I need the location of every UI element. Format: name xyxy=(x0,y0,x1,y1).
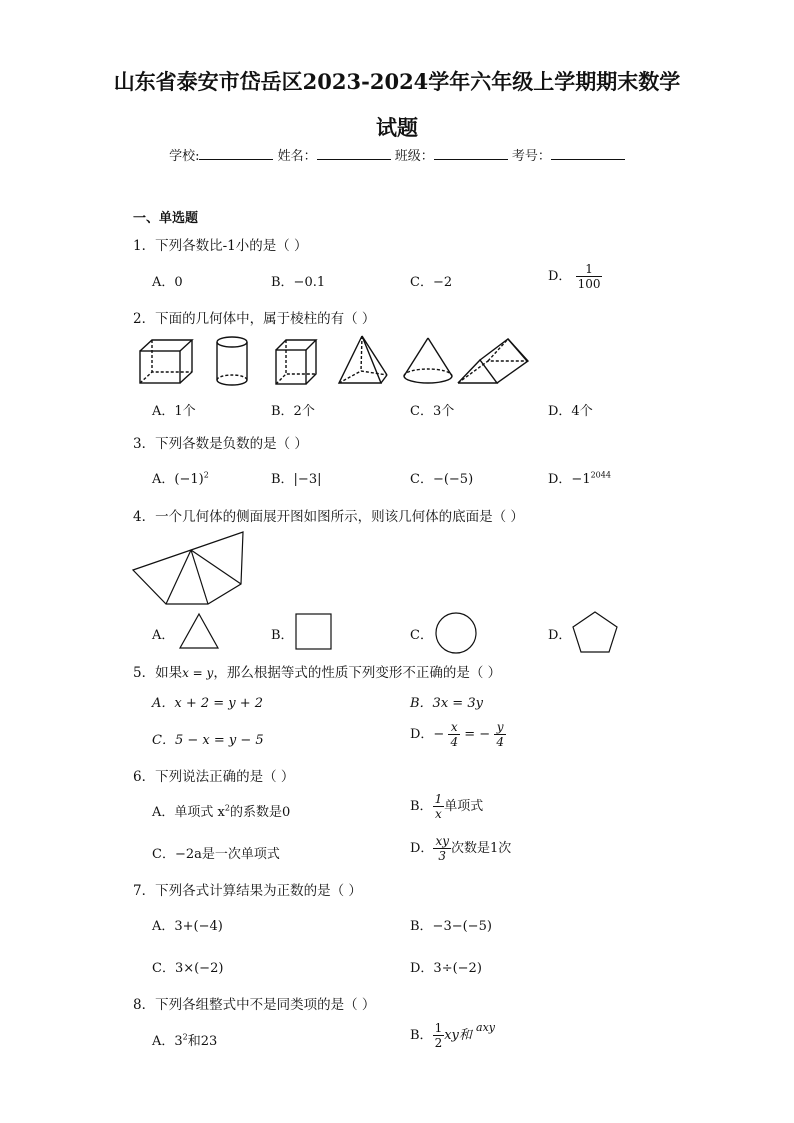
question-3-stem: 3．下列各数是负数的是（ ） xyxy=(133,436,308,452)
q1-d-numerator: 1 xyxy=(576,262,603,277)
q5-option-a[interactable]: A．x + 2 = y + 2 xyxy=(152,696,264,711)
q2-option-b[interactable]: B．2个 xyxy=(271,404,315,419)
q5-stem-math: x = y xyxy=(182,666,214,680)
q4-option-c[interactable] xyxy=(410,624,433,643)
q8-b-post: xy和 xyxy=(444,1028,472,1043)
q7-option-b[interactable]: B．−3−(−5) xyxy=(410,919,492,934)
name-label: 姓名： xyxy=(277,149,317,164)
q6-d-fraction xyxy=(433,834,451,863)
q8-b-tail: axy xyxy=(476,1021,496,1034)
pyramid-icon xyxy=(339,336,387,383)
q5-d-num1: x xyxy=(448,720,460,735)
q7-option-d[interactable]: D．3÷(−2) xyxy=(410,961,482,976)
q6-b-post: 单项式 xyxy=(444,799,484,814)
school-blank[interactable] xyxy=(199,147,273,160)
q6-b-pre: B． xyxy=(410,799,433,814)
q5-option-c[interactable]: C．5 − x = y − 5 xyxy=(152,733,264,748)
q4-d-label: D． xyxy=(548,628,572,643)
q8-option-a[interactable] xyxy=(152,1030,217,1049)
q4-net-figure xyxy=(133,532,248,607)
q5-d-den1: 4 xyxy=(450,735,459,749)
q3-option-c[interactable]: C．−(−5) xyxy=(410,472,474,487)
q7-option-c[interactable]: C．3×(−2) xyxy=(152,961,224,976)
q1-option-c[interactable]: C．−2 xyxy=(410,275,453,290)
q5-d-fraction-x xyxy=(448,720,460,749)
q7-option-a[interactable]: A．3+(−4) xyxy=(152,919,223,934)
q6-b-den: x xyxy=(434,807,442,821)
q6-a-post: 的系数是0 xyxy=(229,805,291,820)
q3-a-text: A．(−1) xyxy=(152,472,204,487)
q1-option-b[interactable]: B．−0.1 xyxy=(271,275,326,290)
exam-number-label: 考号： xyxy=(511,149,551,164)
question-7-stem: 7．下列各式计算结果为正数的是（ ） xyxy=(133,883,362,899)
q4-option-d[interactable] xyxy=(548,624,571,643)
question-6-stem: 6．下列说法正确的是（ ） xyxy=(133,769,295,785)
q3-a-exponent: 2 xyxy=(203,470,209,480)
q4-a-label: A． xyxy=(152,628,175,643)
paper-title-line2: 试题 xyxy=(376,115,418,140)
q8-a-exponent: 2 xyxy=(182,1032,188,1042)
q2-solids-figure xyxy=(135,333,535,393)
q6-option-a[interactable] xyxy=(152,801,290,820)
class-label: 班级： xyxy=(394,149,434,164)
q5-stem-pre: 5．如果 xyxy=(133,665,183,681)
q5-d-pre: D．− xyxy=(410,727,445,742)
q8-a-text: A．3 xyxy=(152,1034,183,1049)
q6-option-b[interactable] xyxy=(410,792,483,821)
question-8-stem: 8．下列各组整式中不是同类项的是（ ） xyxy=(133,997,376,1013)
q1-d-denominator: 100 xyxy=(577,277,601,291)
paper-title-line1: 山东省泰安市岱岳区2023-2024学年六年级上学期期末数学 xyxy=(113,69,681,94)
q6-b-num: 1 xyxy=(434,792,443,806)
q8-option-b[interactable] xyxy=(410,1021,495,1050)
q6-a-exponent: 2 xyxy=(224,803,230,813)
q8-a-post: 和23 xyxy=(187,1034,218,1049)
triangle-icon xyxy=(178,612,220,650)
square-icon xyxy=(295,613,333,651)
school-label: 学校: xyxy=(169,149,200,164)
q5-d-mid: = − xyxy=(464,727,491,742)
q6-d-post: 次数是1次 xyxy=(450,841,512,856)
q3-option-d[interactable] xyxy=(548,468,611,487)
section-heading: 一、单选题 xyxy=(133,211,199,226)
q6-option-c[interactable]: C．−2a是一次单项式 xyxy=(152,847,280,862)
question-2-stem: 2．下面的几何体中，属于棱柱的有（ ） xyxy=(133,311,376,327)
circle-icon xyxy=(434,611,478,655)
q4-option-a[interactable] xyxy=(152,624,174,643)
cylinder-icon xyxy=(217,337,247,385)
pentagon-icon xyxy=(571,610,619,654)
student-info-row xyxy=(0,145,794,164)
q6-d-pre: D． xyxy=(410,841,434,856)
name-blank[interactable] xyxy=(317,147,391,160)
exam-number-blank[interactable] xyxy=(551,147,625,160)
q6-b-fraction xyxy=(433,792,445,821)
q5-d-num2: y xyxy=(494,720,506,735)
q5-d-den2: 4 xyxy=(496,735,504,749)
q4-option-b[interactable] xyxy=(271,624,294,643)
question-1-stem: 1．下列各数比-1小的是（ ） xyxy=(133,238,308,254)
class-blank[interactable] xyxy=(434,147,508,160)
q3-option-b[interactable]: B．|−3| xyxy=(271,472,322,487)
q5-option-d[interactable] xyxy=(410,720,506,749)
q2-option-d[interactable]: D．4个 xyxy=(548,404,593,419)
q8-b-fraction xyxy=(433,1021,445,1050)
q1-option-a[interactable]: A．0 xyxy=(152,275,183,290)
q5-d-fraction-y xyxy=(494,720,506,749)
q1-option-d[interactable] xyxy=(548,262,602,291)
q5-stem-post: ，那么根据等式的性质下列变形不正确的是（ ） xyxy=(213,665,502,681)
triangular-prism-icon xyxy=(458,339,528,383)
question-5-stem xyxy=(133,661,501,681)
q8-b-pre: B． xyxy=(410,1028,433,1043)
q6-d-num: xy xyxy=(435,834,449,848)
q4-c-label: C． xyxy=(410,628,433,643)
question-4-stem: 4．一个几何体的侧面展开图如图所示，则该几何体的底面是（ ） xyxy=(133,509,524,525)
q2-option-c[interactable]: C．3个 xyxy=(410,404,455,419)
q3-option-a[interactable] xyxy=(152,468,209,487)
q6-a-text: A．单项式 x xyxy=(152,805,225,820)
q2-option-a[interactable]: A．1个 xyxy=(152,404,196,419)
q8-b-num: 1 xyxy=(434,1021,443,1035)
cone-icon xyxy=(404,338,452,383)
q3-d-exponent: 2044 xyxy=(590,470,611,480)
q3-d-text: D．−1 xyxy=(548,472,591,487)
q6-option-d[interactable] xyxy=(410,834,511,863)
q6-d-den: 3 xyxy=(438,849,447,863)
prism-icon xyxy=(276,340,316,384)
q4-b-label: B． xyxy=(271,628,294,643)
q5-option-b[interactable]: B．3x = 3y xyxy=(410,696,483,711)
q1-option-d-label: D． xyxy=(548,269,572,284)
cuboid-icon xyxy=(140,340,192,383)
q1-d-fraction xyxy=(576,262,603,291)
q8-b-den: 2 xyxy=(434,1036,443,1050)
